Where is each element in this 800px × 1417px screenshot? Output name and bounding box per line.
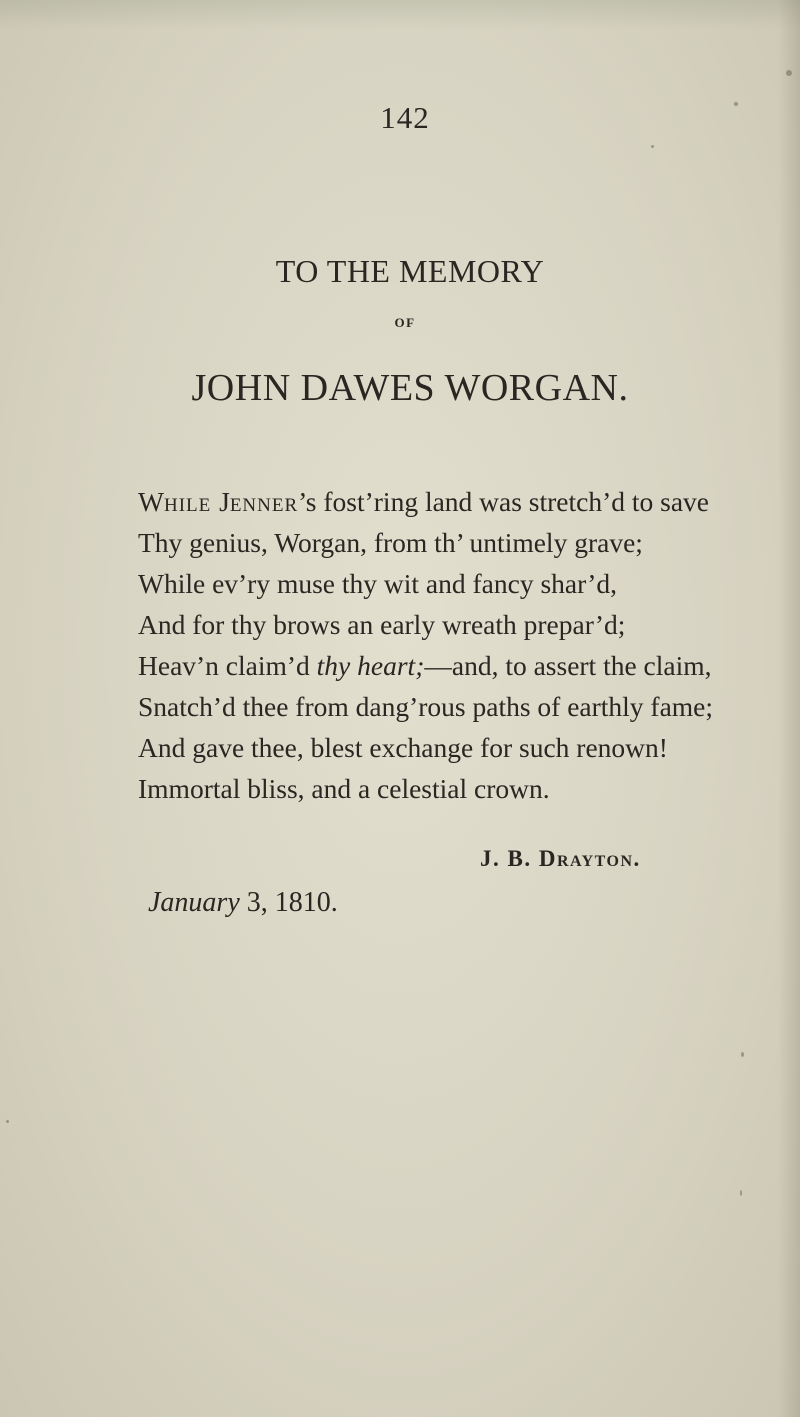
initial-letter: W: [138, 486, 164, 517]
dateline: [148, 887, 338, 919]
poem-line: While ev’ry muse thy wit and fancy shar’d,: [138, 568, 618, 599]
paper-speck: [786, 70, 792, 76]
name-initial: J: [219, 486, 230, 517]
poem-line: Snatch’d thee from dang’rous paths of earthly fame;: [138, 691, 714, 722]
paper-speck: [651, 145, 654, 148]
paper-speck: [741, 1052, 744, 1057]
signature: [480, 846, 641, 872]
poem-line: [138, 488, 709, 516]
date-rest: 3, 1810.: [239, 887, 338, 918]
signature-surname: rayton.: [556, 846, 641, 871]
signature-initials: J. B. D: [480, 846, 557, 871]
date-month: January: [148, 887, 240, 918]
poem-line: [138, 652, 712, 680]
page-number: 142: [380, 100, 430, 135]
paper-speck: [734, 102, 738, 106]
line-text: Heav’n claim’d: [138, 650, 317, 681]
italic-text: thy heart;: [316, 650, 425, 681]
page-edge-shadow: [778, 0, 800, 1417]
paper-speck: [740, 1190, 742, 1196]
page-top-shadow: [0, 0, 800, 30]
title-line-2: OF: [394, 315, 416, 330]
poem-line: Thy genius, Worgan, from th’ untimely grave;: [138, 527, 643, 558]
title-line-3: JOHN DAWES WORGAN.: [191, 367, 629, 409]
poem-line: Immortal bliss, and a celestial crown.: [138, 773, 550, 804]
title-line-1: TO THE MEMORY: [275, 253, 545, 289]
paper-speck: [6, 1120, 9, 1123]
poem-line: And gave thee, blest exchange for such renown!: [138, 732, 668, 763]
small-caps-text: hile: [163, 486, 220, 517]
line-text: —and, to assert the claim,: [424, 650, 712, 681]
line-rest: ’s fost’ring land was stretch’d to save: [298, 486, 710, 517]
poem-line: And for thy brows an early wreath prepar’d;: [138, 609, 626, 640]
name-small-caps: enner: [229, 486, 299, 517]
